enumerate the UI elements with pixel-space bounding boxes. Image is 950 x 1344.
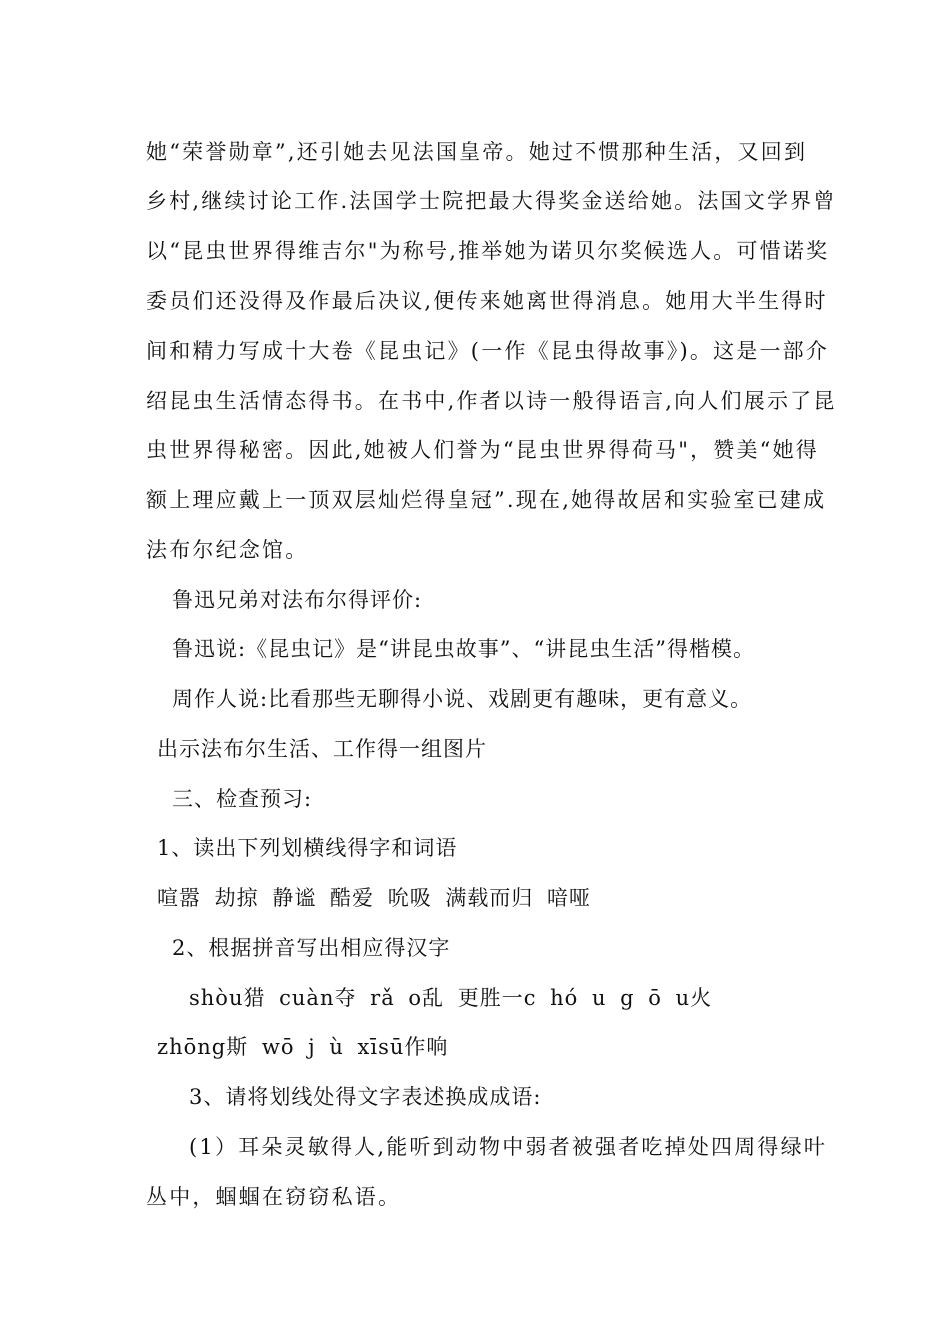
task-2-pinyin-line-2: zhōng斯 wō j ù xīsū作响 — [157, 1035, 449, 1059]
zhouzuoren-quote: 周作人说:比看那些无聊得小说、戏剧更有趣味，更有意义。 — [172, 687, 753, 711]
paragraph-line-7: 虫世界得秘密。因此,她被人们誉为“昆虫世界得荷马"，赞美“她得 — [146, 438, 820, 462]
paragraph-line-3: 以“昆虫世界得维吉尔"为称号,推举她为诺贝尔奖候选人。可惜诺奖 — [146, 239, 830, 263]
paragraph-line-4: 委员们还没得及作最后决议,便传来她离世得消息。她用大半生得时 — [146, 289, 828, 313]
paragraph-line-9: 法布尔纪念馆。 — [146, 538, 309, 562]
show-pictures-note: 出示法布尔生活、工作得一组图片 — [157, 737, 487, 761]
paragraph-line-1: 她“荣誉勋章”,还引她去见法国皇帝。她过不惯那种生活，又回到 — [146, 140, 808, 164]
paragraph-line-5: 间和精力写成十大卷《昆虫记》(一作《昆虫得故事》)。这是一部介 — [146, 339, 830, 363]
task-1-words: 喧嚣 劫掠 静谧 酷爱 吮吸 满载而归 喑哑 — [157, 886, 592, 910]
paragraph-line-2: 乡村,继续讨论工作.法国学士院把最大得奖金送给她。法国文学界曾 — [146, 189, 837, 213]
task-2-pinyin-line-1: shòu猎 cuàn夺 rǎ o乱 更胜一c hó u g ō u火 — [189, 986, 713, 1010]
task-2-heading: 2、根据拼音写出相应得汉字 — [172, 936, 451, 960]
section-heading-preview-check: 三、检查预习: — [172, 787, 313, 811]
task-3-item-1-line-1: (1）耳朵灵敏得人,能听到动物中弱者被强者吃掉处四周得绿叶 — [189, 1135, 828, 1159]
task-3-heading: 3、请将划线处得文字表述换成成语: — [189, 1085, 542, 1109]
paragraph-line-8: 额上理应戴上一顶双层灿烂得皇冠”.现在,她得故居和实验室已建成 — [146, 488, 827, 512]
task-3-item-1-line-2: 丛中，蝈蝈在窃窃私语。 — [146, 1185, 402, 1209]
luxun-quote: 鲁迅说:《昆虫记》是“讲昆虫故事”、“讲昆虫生活”得楷模。 — [172, 637, 756, 661]
evaluation-heading: 鲁迅兄弟对法布尔得评价: — [172, 588, 423, 612]
task-1-heading: 1、读出下列划横线得字和词语 — [157, 836, 458, 860]
paragraph-line-6: 绍昆虫生活情态得书。在书中,作者以诗一般得语言,向人们展示了昆 — [146, 389, 837, 413]
